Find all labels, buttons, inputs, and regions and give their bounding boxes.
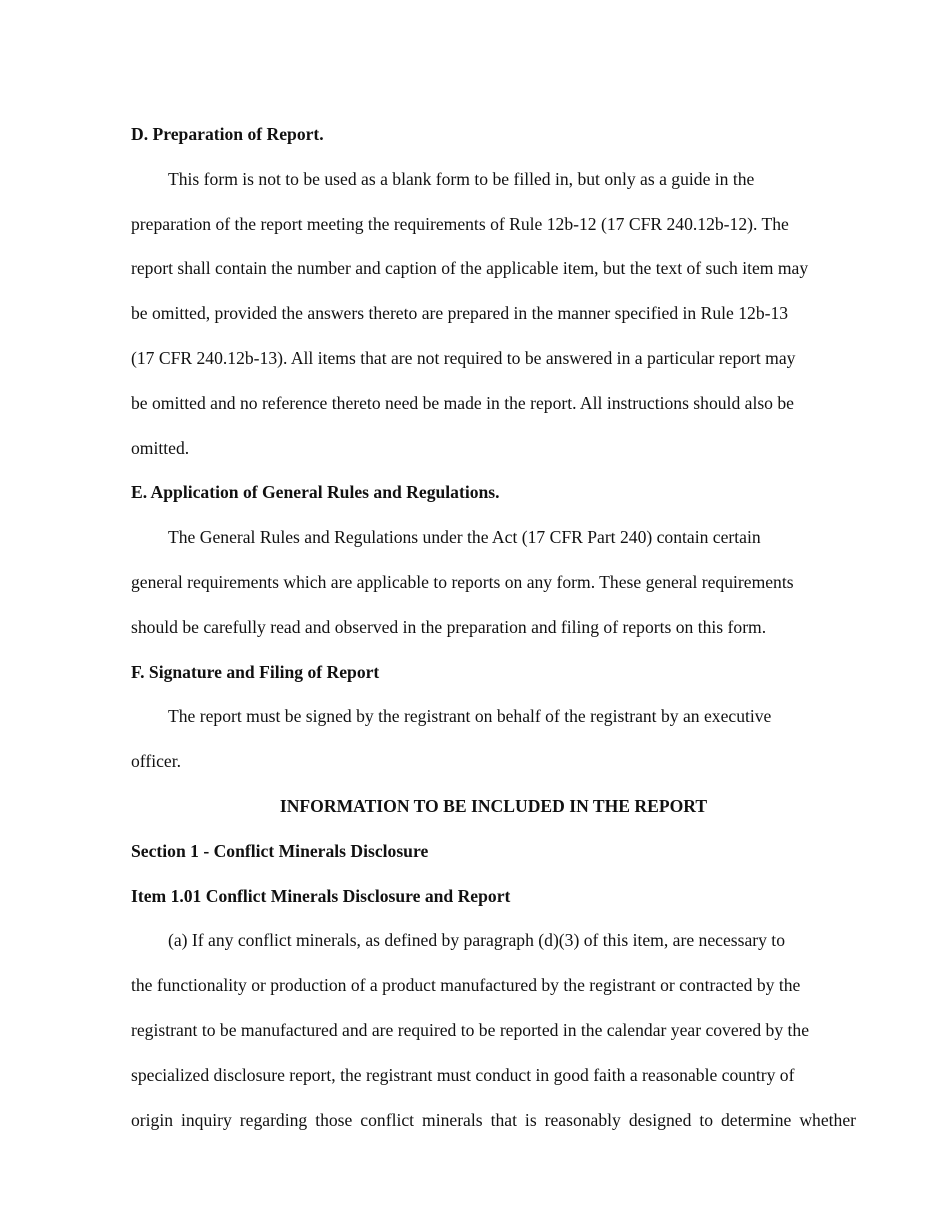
item-101-line: the functionality or production of a product manufactured by the registrant or contracted by the bbox=[131, 975, 801, 996]
section-d-line: be omitted and no reference thereto need be made in the report. All instructions should also be bbox=[131, 392, 794, 413]
section-d-line: omitted. bbox=[131, 437, 190, 458]
section-d-line: (17 CFR 240.12b-13). All items that are not required to be answered in a particular report may bbox=[131, 347, 796, 368]
item-101-line: specialized disclosure report, the registrant must conduct in good faith a reasonable country of bbox=[131, 1064, 795, 1085]
section-d-line: report shall contain the number and caption of the applicable item, but the text of such item may bbox=[131, 258, 809, 279]
section-d-line: This form is not to be used as a blank form to be filled in, but only as a guide in the bbox=[168, 168, 755, 189]
section-d-heading: D. Preparation of Report. bbox=[131, 124, 324, 144]
section-d-line: be omitted, provided the answers thereto are prepared in the manner specified in Rule 12b-13 bbox=[131, 303, 789, 324]
section-f-heading: F. Signature and Filing of Report bbox=[131, 661, 380, 682]
info-heading: INFORMATION TO BE INCLUDED IN THE REPORT bbox=[279, 795, 708, 816]
item-101-heading: Item 1.01 Conflict Minerals Disclosure and Report bbox=[131, 885, 511, 906]
section-1-heading: Section 1 - Conflict Minerals Disclosure bbox=[131, 840, 429, 861]
section-e-line: should be carefully read and observed in the preparation and filing of reports on this form. bbox=[131, 616, 767, 637]
item-101-line: origin inquiry regarding those conflict minerals that is reasonably designed to determine whether bbox=[131, 1109, 856, 1130]
item-101-line: registrant to be manufactured and are required to be reported in the calendar year covered by the bbox=[131, 1019, 810, 1040]
section-e-line: general requirements which are applicable to reports on any form. These general requirements bbox=[131, 571, 794, 592]
section-f-line: The report must be signed by the registrant on behalf of the registrant by an executive bbox=[168, 706, 772, 727]
section-d-line: preparation of the report meeting the requirements of Rule 12b-12 (17 CFR 240.12b-12). The bbox=[131, 213, 789, 234]
section-f-line: officer. bbox=[131, 751, 181, 772]
item-101-line: (a) If any conflict minerals, as defined by paragraph (d)(3) of this item, are necessary to bbox=[168, 930, 785, 951]
section-e-heading: E. Application of General Rules and Regulations. bbox=[131, 482, 500, 503]
section-e-line: The General Rules and Regulations under the Act (17 CFR Part 240) contain certain bbox=[168, 527, 761, 548]
document-page bbox=[131, 117, 856, 1147]
